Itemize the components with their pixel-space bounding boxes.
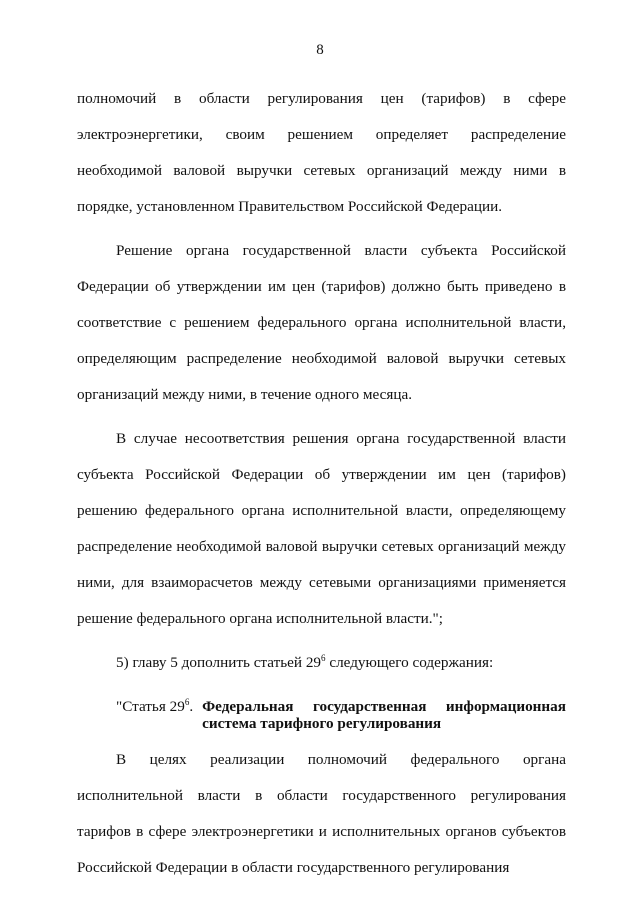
article-label	[77, 698, 193, 732]
article-title-line-2: система тарифного регулирования	[202, 715, 442, 732]
paragraph-6: В целях реализации полномочий федерального органа исполнительной власти в области государственного регулирования тарифов в сфере электроэнергетики и исполнительных органов субъектов Российской Федерации в области государственного регулирования	[77, 751, 566, 876]
paragraph-1: полномочий в области регулирования цен (тарифов) в сфере электроэнергетики, своим решением определяет распределение необходимой валовой выручки сетевых организаций между ними в порядке, установленном Правительством Российской Федерации.	[77, 90, 566, 215]
document-body	[77, 81, 566, 886]
paragraph-3: В случае несоответствия решения органа государственной власти субъекта Российской Федерации об утверждении им цен (тарифов) решению федерального органа исполнительной власти, определяющему распределение необходимой валовой выручки сетевых организаций между ними, для взаиморасчетов между сетевыми организациями применяется решение федерального органа исполнительной власти.";	[77, 430, 566, 627]
paragraph-4-text: 5) главу 5 дополнить статьей 29	[116, 654, 322, 671]
paragraph-4	[77, 645, 566, 681]
article-title	[193, 698, 566, 732]
paragraph-2: Решение органа государственной власти субъекта Российской Федерации об утверждении им цен (тарифов) должно быть приведено в соответствие с решением федерального органа исполнительной власти, определяющим распределение необходимой валовой выручки сетевых организаций между ними, в течение одного месяца.	[77, 242, 566, 403]
article-label-superscript: 6	[184, 696, 190, 707]
paragraph-4-superscript: 6	[321, 652, 326, 663]
article-label-text: "Статья 29	[116, 698, 185, 715]
article-heading	[77, 689, 566, 742]
article-title-line-1: Федеральная государственная информационная	[202, 698, 566, 715]
article-label-dot: .	[189, 698, 194, 715]
paragraph-4-text-end: следующего содержания:	[325, 654, 494, 671]
page-number: 8	[316, 42, 324, 58]
